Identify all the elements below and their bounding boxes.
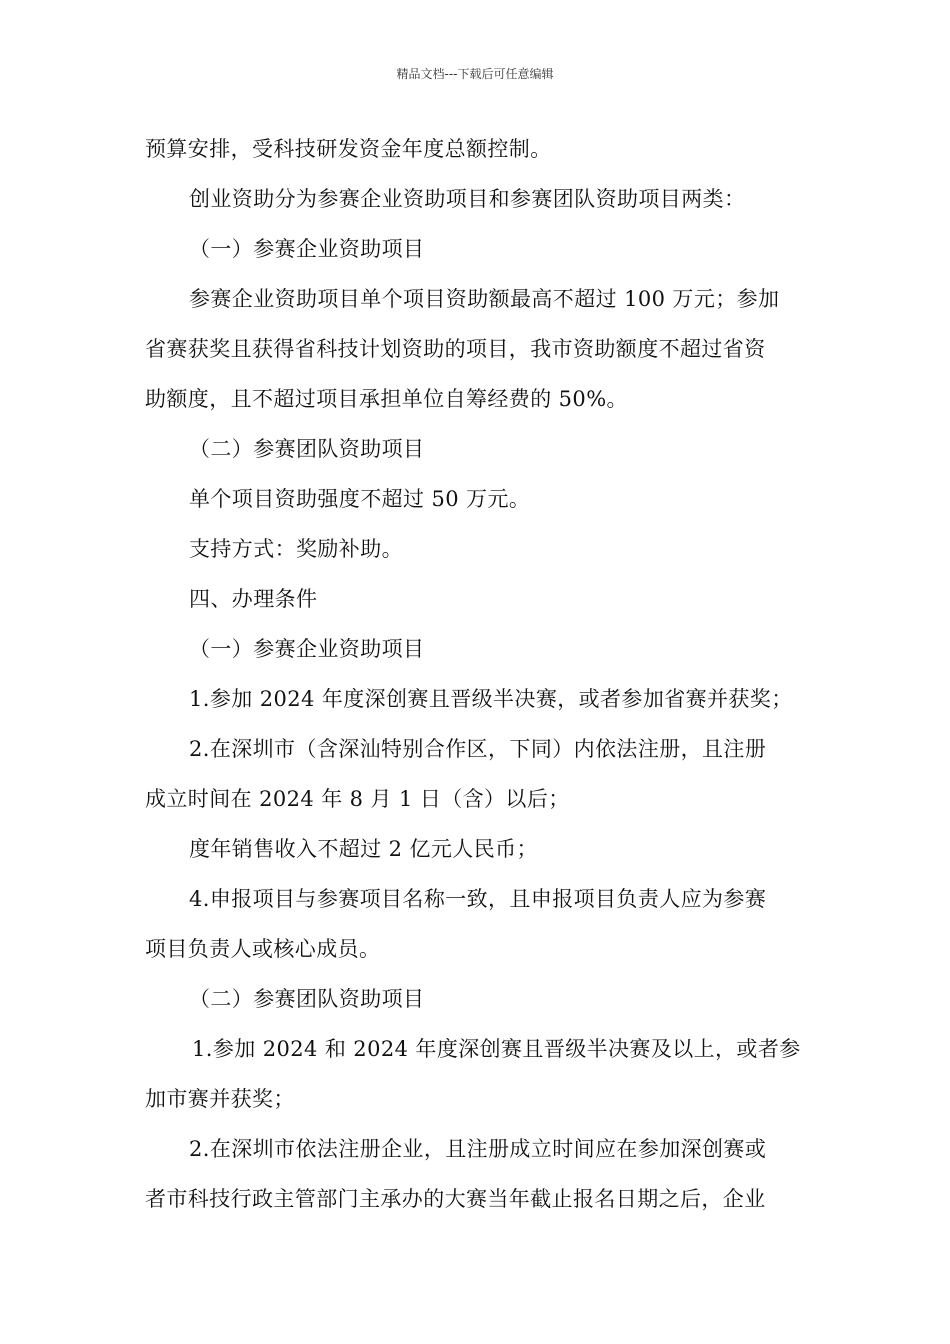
paragraph-line: 助额度，且不超过项目承担单位自筹经费的 50%。	[145, 387, 628, 411]
paragraph-line: 预算安排，受科技研发资金年度总额控制。	[145, 137, 552, 161]
section-heading: （一）参赛企业资助项目	[189, 637, 425, 661]
list-item-continuation: 者市科技行政主管部门主承办的大赛当年截止报名日期之后，企业	[145, 1187, 766, 1211]
list-item-continuation: 加市赛并获奖；	[145, 1087, 295, 1111]
page-header: 精品文档---下载后可任意编辑	[396, 67, 554, 81]
list-item-continuation: 成立时间在 2024 年 8 月 1 日（含）以后；	[145, 787, 570, 811]
paragraph-line: 创业资助分为参赛企业资助项目和参赛团队资助项目两类：	[189, 187, 746, 211]
list-item: 4.申报项目与参赛项目名称一致，且申报项目负责人应为参赛	[189, 887, 767, 911]
list-item: 1.参加 2024 年度深创赛且晋级半决赛，或者参加省赛并获奖；	[189, 687, 793, 711]
paragraph-line: 参赛企业资助项目单个项目资助额最高不超过 100 万元；参加	[189, 287, 780, 311]
section-heading: （二）参赛团队资助项目	[189, 987, 425, 1011]
section-heading: （二）参赛团队资助项目	[189, 437, 425, 461]
list-item: 2.在深圳市依法注册企业，且注册成立时间应在参加深创赛或	[189, 1137, 767, 1161]
list-item: 1.参加 2024 和 2024 年度深创赛且晋级半决赛及以上，或者参	[192, 1037, 801, 1061]
section-heading: 四、办理条件	[189, 587, 318, 611]
list-item-continuation: 项目负责人或核心成员。	[145, 937, 381, 961]
paragraph-line: 支持方式：奖励补助。	[189, 537, 403, 561]
list-item: 2.在深圳市（含深汕特别合作区，下同）内依法注册，且注册	[189, 737, 767, 761]
paragraph-line: 省赛获奖且获得省科技计划资助的项目，我市资助额度不超过省资	[145, 337, 766, 361]
paragraph-line: 单个项目资助强度不超过 50 万元。	[189, 487, 531, 511]
list-item: 度年销售收入不超过 2 亿元人民币；	[189, 837, 538, 861]
section-heading: （一）参赛企业资助项目	[189, 237, 425, 261]
